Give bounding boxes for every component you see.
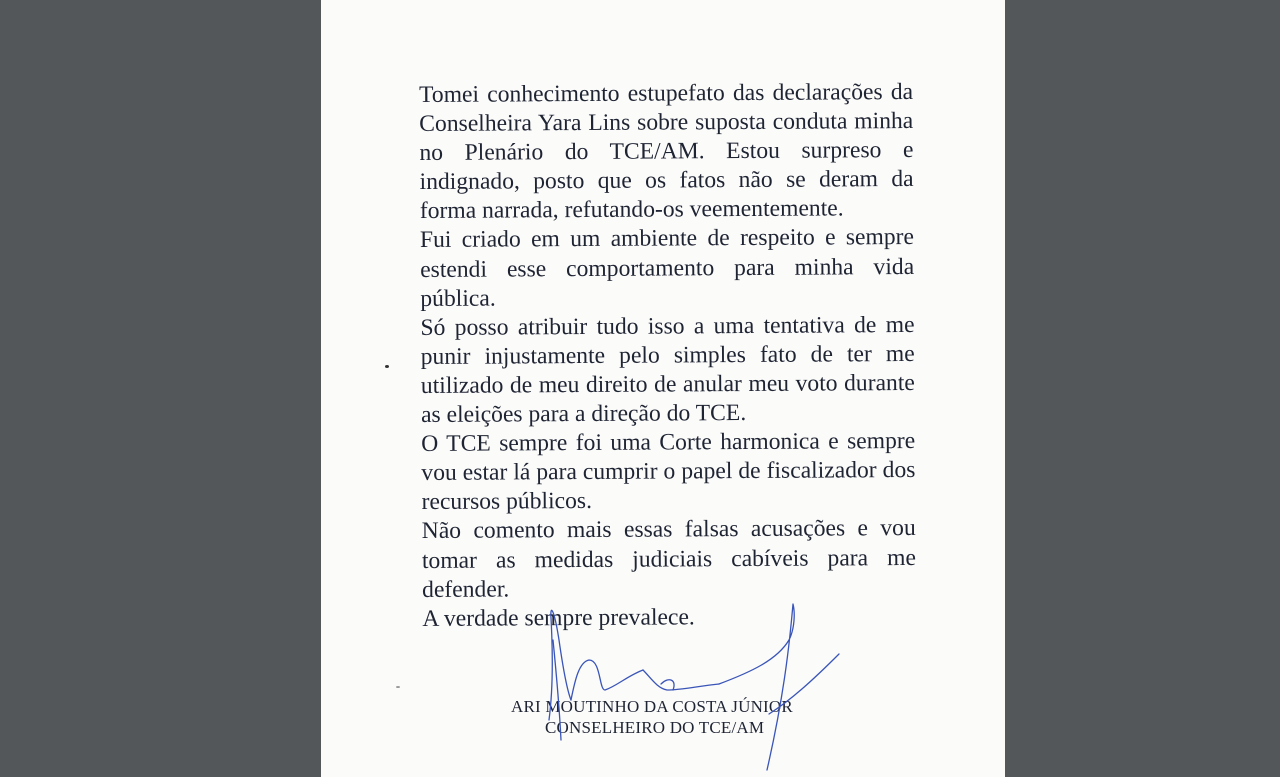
paragraph-6: A verdade sempre prevalece. <box>422 604 695 632</box>
paragraph-1: Tomei conhecimento estupefato das declarações da Conselheira Yara Lins sobre suposta conduta minha no Plenário do TCE/AM. Estou surpreso e indignado, posto que os fatos não se deram da forma narrada, refutando-os veementemente. <box>419 78 914 225</box>
letter-body <box>419 78 916 634</box>
signatory-name: ARI MOUTINHO DA COSTA JÚNIOR <box>511 697 793 716</box>
paragraph-2: Fui criado em um ambiente de respeito e sempre estendi esse comportamento para minha vida pública. <box>419 224 915 312</box>
paragraph-3: Só posso atribuir tudo isso a uma tentativa de me punir injustamente pelo simples fato de ter me utilizado de meu direito de anular meu voto durante as eleições para a direção do TCE. <box>420 311 915 429</box>
signatory-role: CONSELHEIRO DO TCE/AM <box>545 718 765 737</box>
paragraph-5: Não comento mais essas falsas acusações e vou tomar as medidas judiciais cabíveis para me defender. <box>421 515 916 603</box>
paragraph-4: O TCE sempre foi uma Corte harmonica e sempre vou estar lá para cumprir o papel de fiscalizador dos recursos públicos. <box>421 428 916 516</box>
scan-speck <box>385 365 389 368</box>
scan-speck <box>396 686 400 688</box>
document-page <box>321 0 1005 777</box>
